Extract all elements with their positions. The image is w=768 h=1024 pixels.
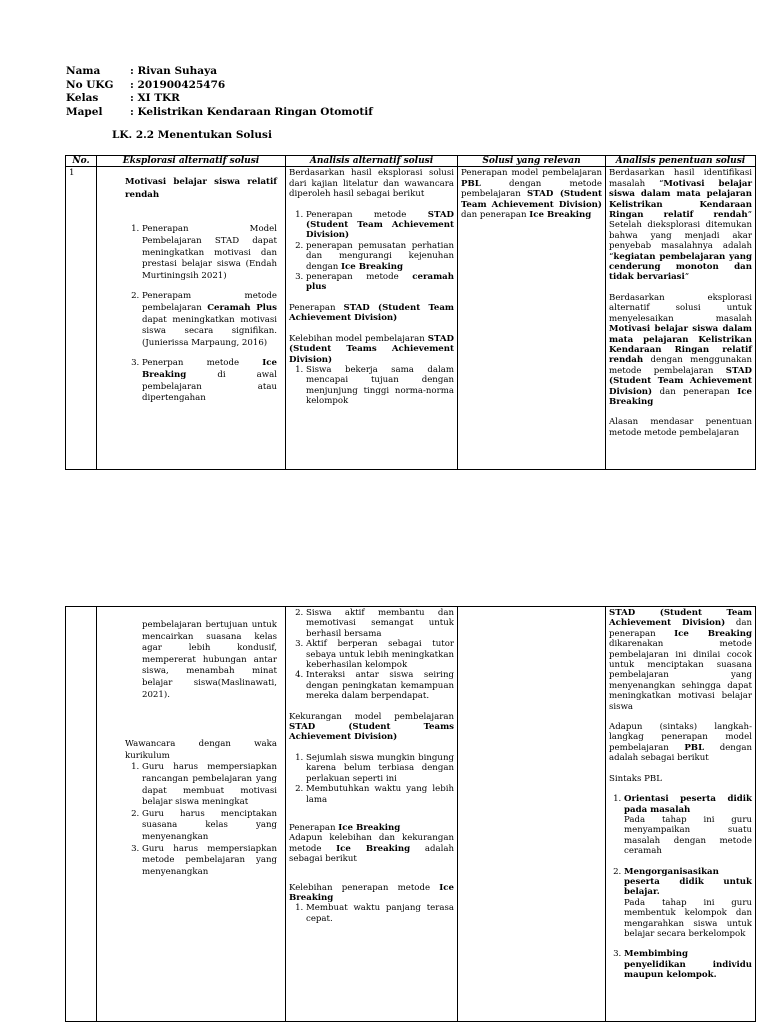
list-item: 2. Guru harus menciptakan suasana kelas yang menyenangkan [142, 809, 277, 844]
cell-analisis-penentuan [606, 607, 756, 1022]
paragraph-3-cont: STAD (Student Team Achievement Division) dan penerapan Ice Breaking dikarenakan metode pembelajaran ini dinilai cocok untuk menciptakan suasana pembelajaran yang menyenangkan sehingga dapat meningkatkan motivasi belajar siswa [609, 608, 752, 712]
cell-solusi-relevan [458, 607, 606, 1022]
list-item: 3. Membimbing penyelidikan individu maupun kelompok. [624, 949, 752, 980]
list-item: 1. Guru harus mempersiapkan rancangan pembelajaran yang dapat membuat motivasi belajar siswa meningkat [142, 762, 277, 808]
list-item: 3. Aktif berperan sebagai tutor sebaya untuk lebih meningkatkan keberhasilan kelompok [306, 639, 454, 670]
list-item: 1. Penerapan Model Pembelajaran STAD dapat meningkatkan motivasi dan prestasi belajar siswa (Endah Murtiningsih 2021) [142, 224, 277, 282]
cell-analisis-alternatif: Berdasarkan hasil eksplorasi solusi dari kajian litelatur dan wawancara diperoleh hasil sebagai berikut 1. Penerapan metode STAD (Student Team Achievement Division) 2. penerapan pemusatan perhatian dan mengurangi kejenuhan dengan Ice Breaking 3. penerapan metode ceramah plus Penerapan STAD (Student Team Achievement Division) Kelebihan model pembelajaran STAD (Student Teams Achievement Division) 1. Siswa bekerja sama dalam mencapai tujuan dengan menjunjung tinggi norma-norma kelompok [286, 167, 458, 470]
paragraph-3-start: Alasan mendasar penentuan metode metode pembelajaran [609, 417, 752, 438]
list-item: 1. Penerapan metode STAD (Student Team Achievement Division) [306, 210, 454, 241]
sintaks-heading: Sintaks PBL [609, 773, 662, 784]
list-item: 3. penerapan metode ceramah plus [306, 272, 454, 293]
cell-solusi-relevan: Penerapan model pembelajaran PBL dengan metode pembelajaran STAD (Student Team Achievement Division) dan penerapan Ice Breaking [458, 167, 606, 470]
problem-title: Motivasi belajar siswa relatif rendah [125, 177, 277, 201]
list-item: 3. Penerpan metode Ice Breaking di awal pembelajaran atau dipertengahan [142, 358, 277, 404]
document-page-2 [0, 606, 768, 1024]
cell-no: 1 [66, 167, 97, 470]
header-row-kelas: Kelas : XI TKR [66, 92, 180, 105]
list-item: 1. Sejumlah siswa mungkin bingung karena belum terbiasa dengan perlakuan seperti ini [306, 753, 454, 784]
table-row [66, 607, 756, 1022]
cell-eksplorasi [97, 167, 286, 470]
list-item: 1. Siswa bekerja sama dalam mencapai tujuan dengan menjunjung tinggi norma-norma kelompok [306, 365, 454, 407]
ice-breaking-heading: Penerapan Ice Breaking [289, 822, 401, 833]
header-row-no-ukg: No UKG : 201900425476 [66, 78, 226, 91]
solution-table-part-2 [65, 606, 756, 1022]
list-item: 2. Membutuhkan waktu yang lebih lama [306, 784, 454, 805]
cell-analisis-alternatif [286, 607, 458, 1022]
worksheet-title: LK. 2.2 Menentukan Solusi [112, 129, 272, 141]
document-page-1 [0, 0, 768, 498]
stad-advantages-heading: Kelebihan model pembelajaran STAD (Student Teams Achievement Division) [289, 333, 454, 365]
identity-header [66, 65, 373, 119]
header-row-nama: Nama : Rivan Suhaya [66, 65, 217, 77]
cell-eksplorasi: pembelajaran bertujuan untuk mencairkan suasana kelas agar lebih kondusif, mempererat hubungan antar siswa, menambah minat belajar siswa(Maslinawati, 2021). Wawancara dengan waka kurikulum 1. Guru harus mempersiapkan rancangan pembelajaran yang dapat membuat motivasi belajar siswa meningkat 2. Guru harus menciptakan suasana kelas yang menyenangkan 3. Guru harus mempersiapkan metode pembelajaran yang menyenangkan [97, 607, 286, 1022]
list-item: 4. Interaksi antar siswa seiring dengan peningkatan kemampuan mereka dalam berpendapat. [306, 670, 454, 701]
ice-breaking-advantages-heading: Kelebihan penerapan metode Ice Breaking [289, 882, 454, 903]
cell-no [66, 607, 97, 1022]
header-eksplorasi: Eksplorasi alternatif solusi [97, 156, 286, 167]
header-analisis-penentuan: Analisis penentuan solusi [606, 156, 756, 167]
table-row [66, 167, 756, 470]
list-item: 2. Penerapam metode pembelajaran Ceramah Plus dapat meningkatkan motivasi siswa secara signifikan. (Junierissa Marpaung, 2016) [142, 291, 277, 349]
stad-disadvantages-heading: Kekurangan model pembelajaran STAD (Student Teams Achievement Division) [289, 711, 454, 743]
paragraph-1: Berdasarkan hasil identifikasi masalah “Motivasi belajar siswa dalam mata pelajaran Kelistrikan Kendaraan Ringan relatif rendah” Setelah dieksplorasi ditemukan bahwa yang menjadi akar penyebab masalahnya adalah “kegiatan pembelajaran yang cenderung monoton dan tidak bervariasi” [609, 168, 752, 283]
header-row-mapel: Mapel : Kelistrikan Kendaraan Ringan Otomotif [66, 105, 373, 118]
list-item: 1. Membuat waktu panjang terasa cepat. [306, 903, 454, 924]
ice-breaking-desc: Adapun kelebihan dan kekurangan metode Ice Breaking adalah sebagai berikut [289, 833, 454, 865]
header-no: No. [66, 156, 97, 167]
cell-analisis-penentuan [606, 167, 756, 470]
list-item: 2. Mengorganisasikan peserta didik untuk belajar. Pada tahap ini guru membentuk kelompok dan mengarahkan siswa untuk belajar secara berkelompok [624, 867, 752, 940]
page-gap [0, 498, 768, 606]
list-item: 3. Guru harus mempersiapkan metode pembelajaran yang menyenangkan [142, 844, 277, 879]
header-analisis-alternatif: Analisis alternatif solusi [286, 156, 458, 167]
header-solusi-relevan: Solusi yang relevan [458, 156, 606, 167]
list-item: 2. Siswa aktif membantu dan memotivasi semangat untuk berhasil bersama [306, 608, 454, 639]
paragraph-4: Adapun (sintaks) langkah-langkag penerapan model pembelajaran PBL dengan adalah sebagai berikut [609, 722, 752, 764]
table-header-row [66, 156, 756, 167]
solution-table-part-1 [65, 155, 756, 470]
paragraph-2: Berdasarkan eksplorasi alternatif solusi untuk menyelesaikan masalah Motivasi belajar siswa dalam mata pelajaran Kelistrikan Kendaraan Ringan relatif rendah dengan menggunakan metode pembelajaran STAD (Student Team Achievement Division) dan penerapan Ice Breaking [609, 292, 752, 407]
list-item: 1. Orientasi peserta didik pada masalah Pada tahap ini guru menyampaikan suatu masalah dengan metode ceramah [624, 794, 752, 856]
list-item: 2. penerapan pemusatan perhatian dan mengurangi kejenuhan dengan Ice Breaking [306, 241, 454, 272]
stad-heading: Penerapan STAD (Student Team Achievement Division) [289, 302, 454, 324]
